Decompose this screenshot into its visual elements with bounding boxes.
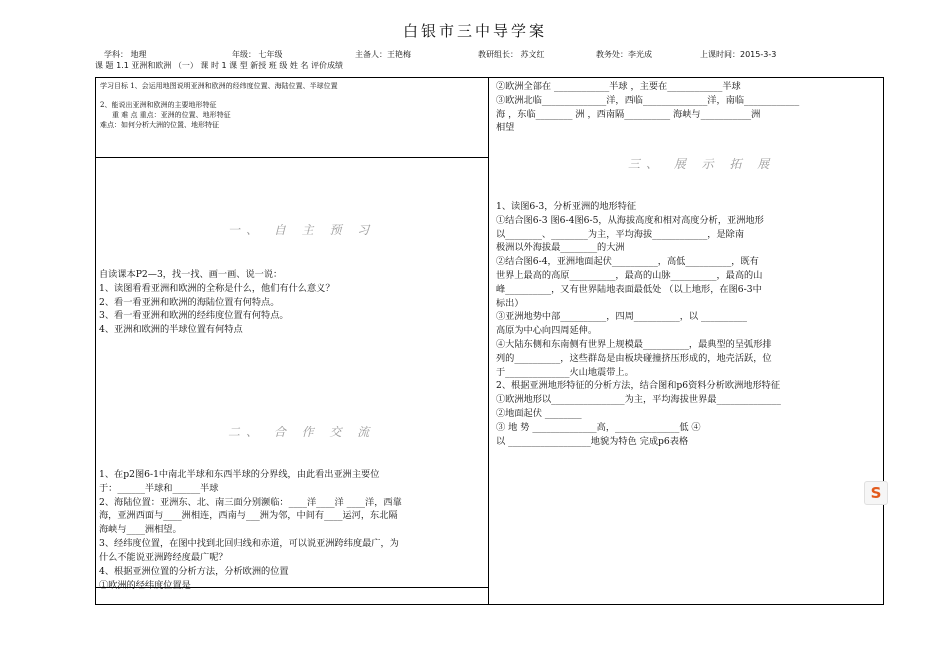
- key-points-line: 重 难 点 重点：亚洲的位置、地形特征: [112, 111, 231, 119]
- column-divider: [488, 78, 489, 604]
- expand-line: 世界上最高的高原__________，最高的山脉__________，最高的山: [496, 269, 763, 281]
- lesson-info-line: 课 题 1.1 亚洲和欧洲 （一） 课 时 1 课 型 新授 班 级 姓 名 评价成绩: [95, 61, 343, 70]
- coop-line: 海，亚洲西面与____洲相连，西南与___洲为邻，中间有____运河，东北隔: [99, 510, 398, 522]
- office-label: 教务处：李光成: [596, 50, 652, 59]
- terrain-analysis-list: [496, 200, 781, 448]
- date-label: 上课时间：2015-3-3: [700, 50, 777, 59]
- expand-line: 于______________火山地震带上。: [496, 366, 634, 378]
- expand-line: 极洲以外海拔最________的大洲: [496, 242, 625, 254]
- learning-goals-line-2: 2、能说出亚洲和欧洲的主要地形特征: [100, 101, 217, 109]
- expand-line: 峰__________，又有世界陆地表面最低处 （以上地形，在图6-3中: [496, 283, 762, 295]
- difficult-points-line: 难点：如何分析大洲的位置、地形特征: [100, 121, 219, 129]
- europe-line: ②欧洲全部在 ____________半球 ，主要在____________半球: [496, 81, 741, 92]
- section-showcase: 三、 展 示 拓 展: [628, 157, 776, 171]
- expand-line: 1、读图6-3，分析亚洲的地形特征: [496, 201, 637, 212]
- grade-label: 年级： 七年级: [232, 50, 283, 59]
- expand-line: 列的__________，这些群岛是由板块碰撞挤压形成的，地壳活跃，位: [496, 352, 772, 364]
- subject-label: 学科： 地理: [104, 50, 147, 59]
- preview-item: 2、看一看亚洲和欧洲的海陆位置有何特点。: [99, 296, 280, 308]
- expand-line: ①欧洲地形以________________为主，平均海拔世界最______________: [496, 394, 781, 406]
- expand-line: 以 __________________地貌为特色 完成p6表格: [496, 435, 689, 447]
- europe-line: 海 ，东临________ 洲 ，西南隔__________ 海峡与___________洲: [496, 108, 761, 120]
- preview-item: 自读课本P2—3，找一找、画一画、说一说：: [99, 269, 283, 280]
- coop-line: 2、海陆位置：亚洲东、北、南三面分别濒临：____洋____洋 ____洋，西靠: [99, 496, 402, 508]
- coop-line: 什么不能说亚洲跨经度最广呢？: [99, 551, 228, 563]
- expand-line: 以________、________为主，平均海拔____________，是除南: [496, 228, 745, 240]
- expand-line: ①结合图6-3 图6-4图6-5，从海拔高度和相对高度分析，亚洲地形: [496, 214, 764, 226]
- preview-list: [99, 268, 335, 337]
- coop-line: 1、在p2图6-1中南北半球和东西半球的分界线，由此看出亚洲主要位: [99, 469, 380, 480]
- preview-item: 3、看一看亚洲和欧洲的经纬度位置有何特点。: [99, 310, 289, 322]
- coop-line: 于：______半球和______半球: [99, 482, 219, 494]
- expand-line: ③亚洲地势中部__________，四周__________，以 __________: [496, 311, 747, 323]
- floating-s-icon[interactable]: S: [864, 481, 888, 505]
- expand-line: ②地面起伏 ________: [496, 407, 582, 419]
- expand-line: ③ 地 势 ______________高，______________低 ④: [496, 421, 701, 433]
- expand-line: ④大陆东侧和东南侧有世界上规模最__________，最典型的呈弧形排: [496, 338, 772, 350]
- worksheet-table: [95, 77, 884, 605]
- expand-line: 标出）: [496, 297, 524, 309]
- preview-item: 1、读图看看亚洲和欧洲的全称是什么，他们有什么意义？: [99, 282, 335, 294]
- section-cooperation: 二、 合 作 交 流: [228, 425, 376, 439]
- goals-divider: [96, 157, 488, 158]
- section-self-preview: 一、 自 主 预 习: [228, 223, 376, 237]
- coop-line: 3、经纬度位置，在图中找到北回归线和赤道，可以说亚洲跨纬度最广，为: [99, 537, 399, 549]
- expand-line: 高原为中心向四周延伸。: [496, 325, 598, 337]
- preview-item: 4、亚洲和欧洲的半球位置有何特点: [99, 324, 243, 336]
- coop-line: [99, 578, 461, 593]
- coop-line: 海峡与____洲相望。: [99, 524, 182, 536]
- coop-line: 4、根据亚洲位置的分析方法，分析欧洲的位置: [99, 565, 289, 577]
- expand-line: ②结合图6-4，亚洲地面起伏__________，高低__________，既有: [496, 256, 759, 268]
- cooperation-list: [99, 468, 461, 593]
- europe-line: ③欧洲北临______________洋，西临______________洋，南临____________: [496, 94, 800, 106]
- group-leader-label: 教研组长： 苏文红: [478, 50, 545, 59]
- learning-goals-line-1: 学习目标 1、会运用地图说明亚洲和欧洲的经纬度位置、海陆位置、半球位置: [100, 82, 338, 90]
- answer-blank[interactable]: [191, 578, 461, 588]
- preparer-label: 主备人：王艳梅: [355, 50, 411, 59]
- europe-position-list: [496, 80, 799, 135]
- coop-line-text: ①欧洲的经纬度位置是: [99, 580, 191, 592]
- page-title: 白银市三中导学案: [402, 22, 547, 40]
- expand-line: 2、根据亚洲地形特征的分析方法，结合图和p6资料分析欧洲地形特征: [496, 380, 781, 392]
- europe-line: 相望: [496, 122, 515, 134]
